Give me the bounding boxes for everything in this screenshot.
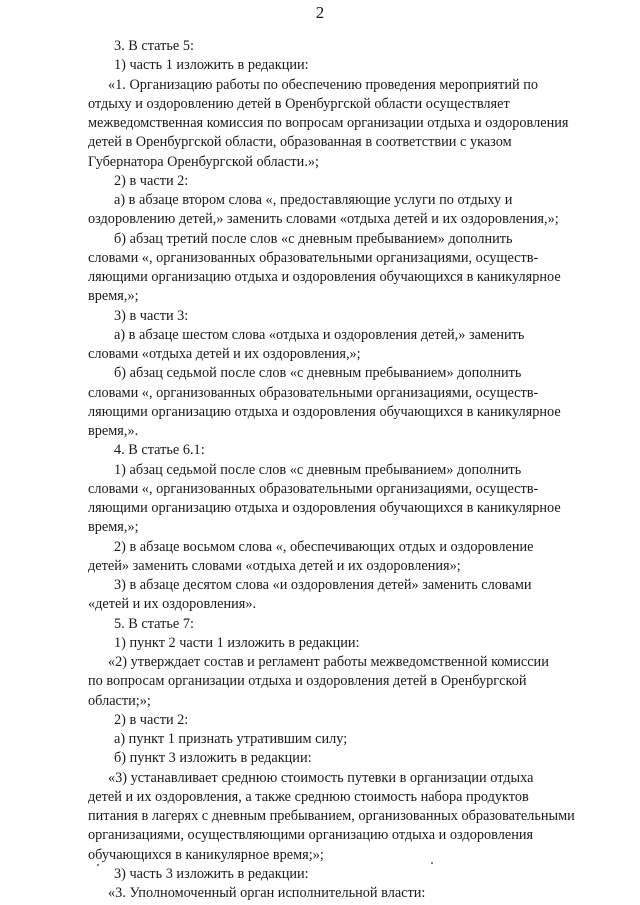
scan-speck [97,864,99,866]
paragraph-item: 1) абзац седьмой после слов «с дневным пребыванием» дополнить словами «, организованных образовательными организациями, осуществ- ляющими организацию отдыха и оздоровления обучающихся в каникулярное время,»; [88,461,561,536]
paragraph-item: а) в абзаце втором слова «, предоставляющие услуги по отдыху и оздоровлению детей,» заменить словами «отдыха детей и их оздоровления,»; [88,192,559,228]
paragraph-quote: «1. Организацию работы по обеспечению проведения мероприятий по отдыху и оздоровлению детей в Оренбургской области осуществляет межведомственная комиссия по вопросам организации отдыха и оздоровления детей в Оренбургской области, образованная в соответствии с указом Губернатора Оренбургской области.»; [88,76,569,170]
paragraph-item: б) абзац третий после слов «с дневным пребыванием» дополнить словами «, организованных образовательными организациями, осуществ- ляющими организацию отдыха и оздоровления обучающихся в каникулярное время,»; [88,230,561,305]
paragraph-item: б) пункт 3 изложить в редакции: [114,750,312,767]
paragraph-quote-continues: «3. Уполномоченный орган исполнительной власти: [108,885,426,901]
paragraph-item: 1) часть 1 изложить в редакции: [114,57,309,74]
paragraph-item: 2) в абзаце восьмом слова «, обеспечивающих отдых и оздоровление детей» заменить словами «отдыха детей и их оздоровления»; [88,538,534,574]
paragraph-item: 2) в части 2: [114,711,189,728]
document-body [88,37,594,903]
paragraph-item: 3) в абзаце десятом слова «и оздоровления детей» заменить словами «детей и их оздоровления». [88,577,532,613]
paragraph-item: а) пункт 1 признать утратившим силу; [114,731,348,747]
paragraph-item: б) абзац седьмой после слов «с дневным пребыванием» дополнить словами «, организованных образовательными организациями, осуществ- ляющими организацию отдыха и оздоровления обучающихся в каникулярное время,». [88,365,561,439]
paragraph-item: 1) пункт 2 части 1 изложить в редакции: [114,634,360,651]
paragraph-article-6-1-heading: 4. В статье 6.1: [114,442,205,459]
paragraph-article-7-heading: 5. В статье 7: [114,615,194,632]
paragraph-item: 3) часть 3 изложить в редакции: [114,865,309,882]
paragraph-item: 3) в части 3: [114,307,189,324]
scan-speck [431,862,433,864]
page-number: 2 [315,3,325,22]
paragraph-quote: «3) устанавливает среднюю стоимость путевки в организации отдыха детей и их оздоровления, а также среднюю стоимость набора продуктов питания в лагерях с дневным пребыванием, организованных образовательными организациями, осуществляющими организацию отдыха и оздоровления обучающихся в каникулярное время;»; [88,769,575,863]
paragraph-article-5-heading: 3. В статье 5: [114,38,194,54]
paragraph-item: 2) в части 2: [114,172,189,189]
paragraph-quote: «2) утверждает состав и регламент работы межведомственной комиссии по вопросам организации отдыха и оздоровления детей в Оренбургской области;»; [88,654,549,709]
paragraph-item: а) в абзаце шестом слова «отдыха и оздоровления детей,» заменить словами «отдыха детей и их оздоровления,»; [88,326,525,362]
